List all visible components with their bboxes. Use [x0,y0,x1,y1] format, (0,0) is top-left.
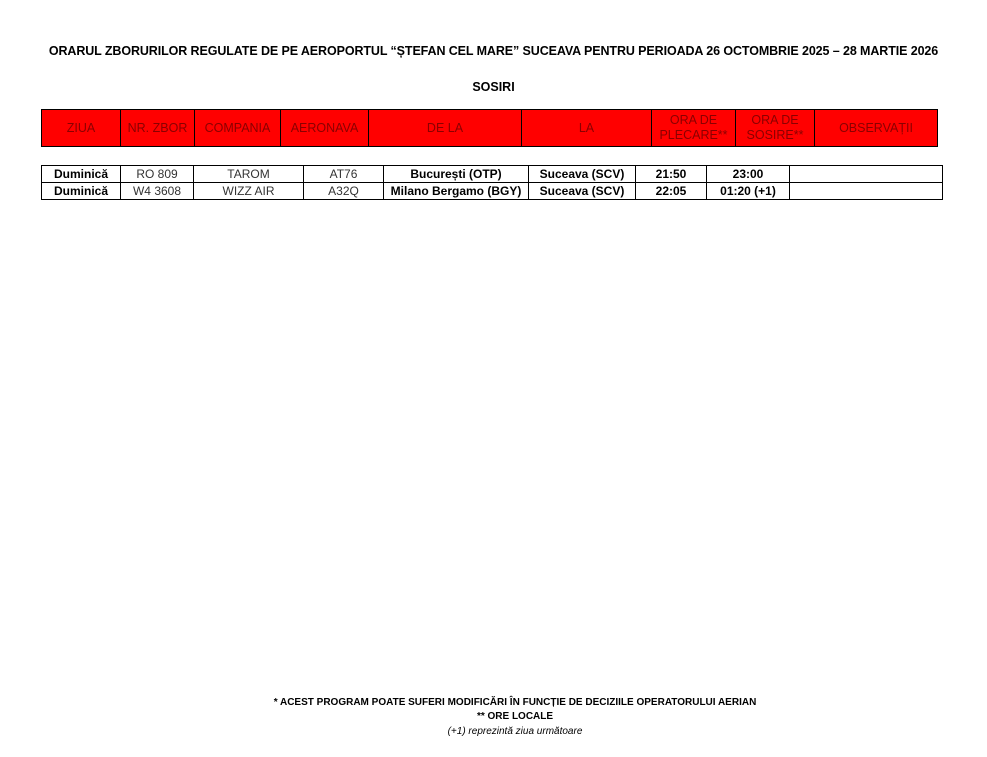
column-header-arrival-time: ORA DE SOSIRE** [736,110,815,147]
column-header-remarks: OBSERVAȚII [815,110,938,147]
footnote-schedule-changes: * ACEST PROGRAM POATE SUFERI MODIFICĂRI ÎN FUNCȚIE DE DECIZIILE OPERATORULUI AERIAN [273,697,757,708]
cell-airline: WIZZ AIR [194,183,304,200]
cell-flight-number: W4 3608 [121,183,194,200]
column-header-flight-number: NR. ZBOR [121,110,195,147]
section-title: SOSIRI [472,80,515,94]
cell-airline: TAROM [194,166,304,183]
footnote-local-times: ** ORE LOCALE [476,711,554,722]
document-title: ORARUL ZBORURILOR REGULATE DE PE AEROPORTUL “ȘTEFAN CEL MARE” SUCEAVA PENTRU PERIOADA 26 OCTOMBRIE 2025 – 28 MARTIE 2026 [48,44,939,58]
table-row [42,183,943,200]
cell-day: Duminică [42,166,121,183]
schedule-header-table [41,109,938,147]
schedule-data-table [41,165,943,200]
cell-day: Duminică [42,183,121,200]
column-header-airline: COMPANIA [195,110,281,147]
cell-origin: București (OTP) [384,166,529,183]
column-header-origin: DE LA [369,110,522,147]
cell-destination: Suceava (SCV) [529,166,636,183]
column-header-destination: LA [522,110,652,147]
header-row [42,110,938,147]
cell-remarks [790,166,943,183]
cell-arrival-time: 01:20 (+1) [707,183,790,200]
cell-origin: Milano Bergamo (BGY) [384,183,529,200]
cell-destination: Suceava (SCV) [529,183,636,200]
footnote-next-day: (+1) reprezintă ziua următoare [447,726,583,737]
cell-arrival-time: 23:00 [707,166,790,183]
column-header-day: ZIUA [42,110,121,147]
cell-remarks [790,183,943,200]
cell-departure-time: 21:50 [636,166,707,183]
table-row [42,166,943,183]
column-header-aircraft: AERONAVA [281,110,369,147]
cell-aircraft: A32Q [304,183,384,200]
cell-aircraft: AT76 [304,166,384,183]
cell-flight-number: RO 809 [121,166,194,183]
cell-departure-time: 22:05 [636,183,707,200]
column-header-departure-time: ORA DE PLECARE** [652,110,736,147]
